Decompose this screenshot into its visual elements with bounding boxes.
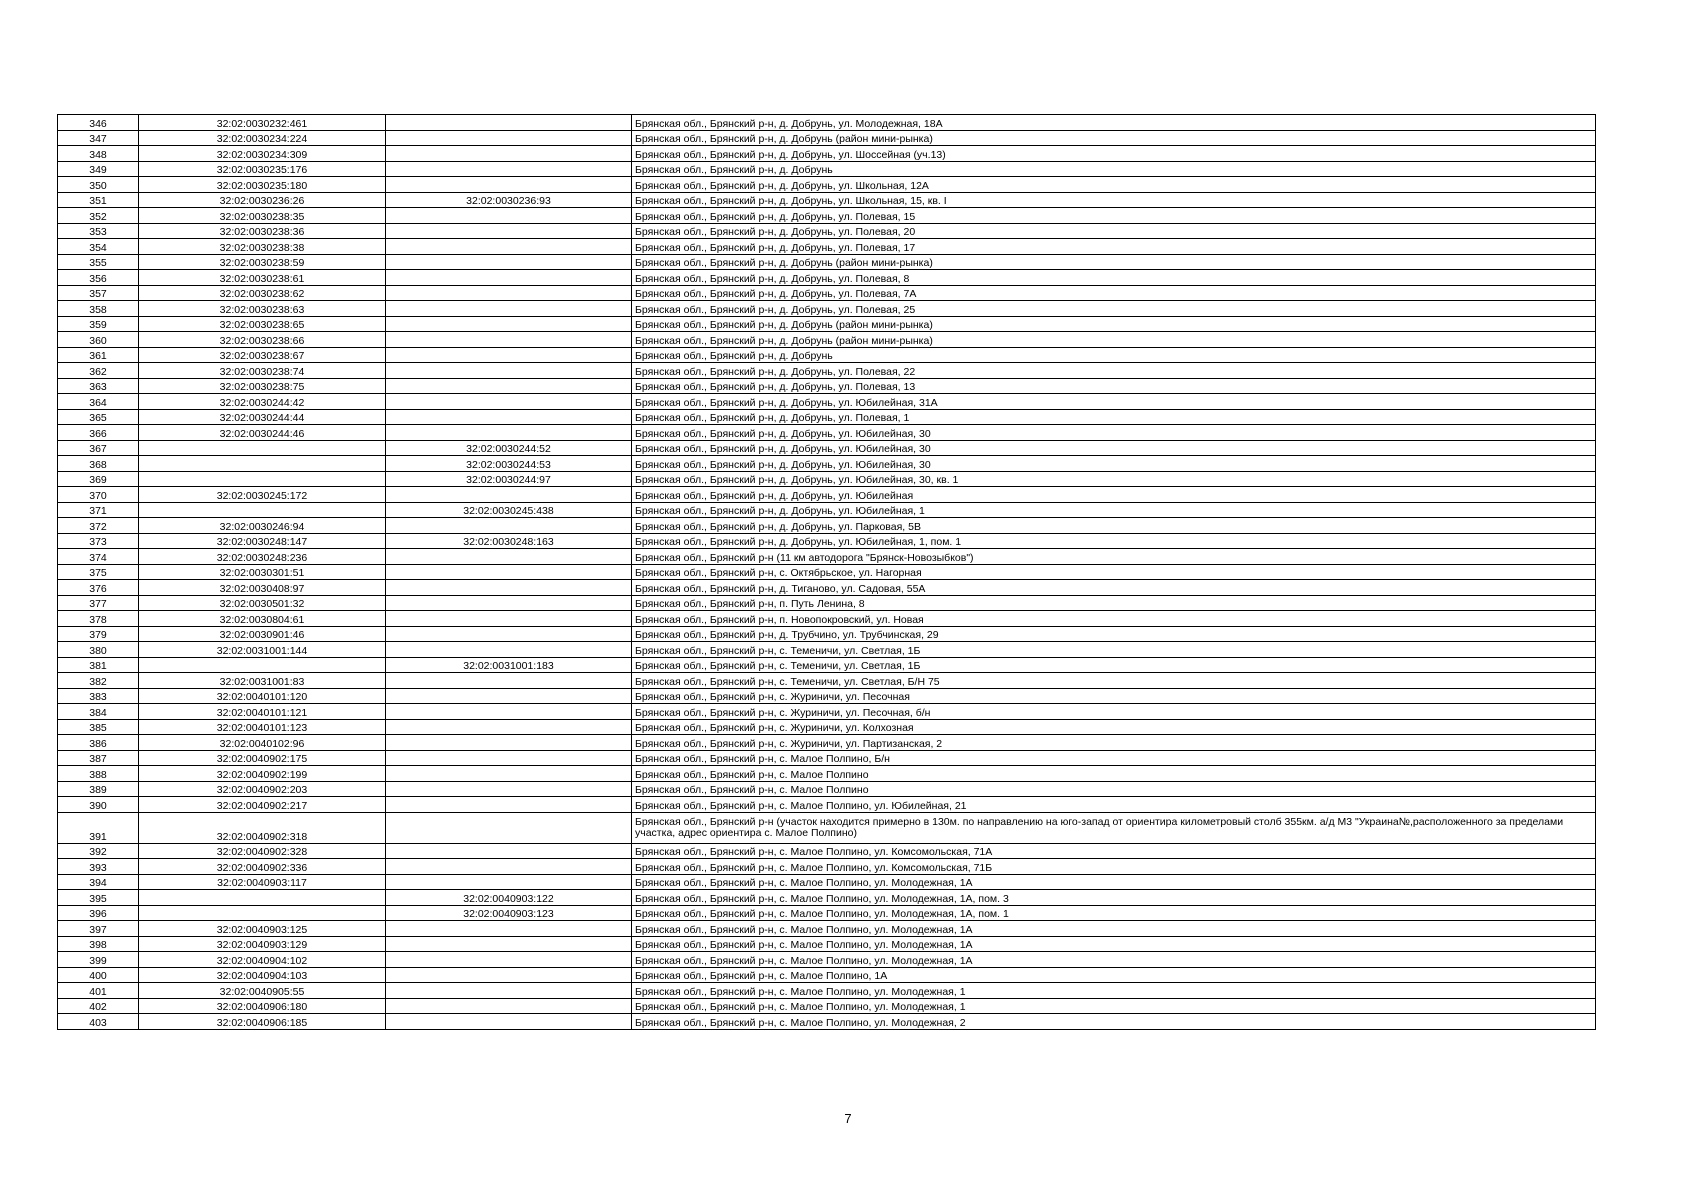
address-cell: Брянская обл., Брянский р-н, д. Добрунь, ул. Полевая, 15 [632,208,1596,224]
address-cell: Брянская обл., Брянский р-н, д. Добрунь, ул. Полевая, 8 [632,270,1596,286]
land-cadastral-number-cell: 32:02:0030238:59 [139,254,386,270]
address-cell: Брянская обл., Брянский р-н, с. Малое Полпино, ул. Молодежная, 1 [632,998,1596,1014]
address-cell: Брянская обл., Брянский р-н, с. Малое Полпино, ул. Молодежная, 1 [632,983,1596,999]
land-cadastral-number-cell [139,440,386,456]
table-row [58,952,1596,968]
table-row [58,874,1596,890]
land-cadastral-number-cell: 32:02:0040902:328 [139,843,386,859]
table-row [58,177,1596,193]
row-number-cell: 376 [58,580,139,596]
object-cadastral-number-cell [386,611,632,627]
registry-table-body [58,115,1596,1030]
address-cell: Брянская обл., Брянский р-н, д. Добрунь, ул. Полевая, 13 [632,378,1596,394]
table-row [58,998,1596,1014]
address-cell: Брянская обл., Брянский р-н, д. Добрунь [632,347,1596,363]
row-number-cell: 372 [58,518,139,534]
object-cadastral-number-cell [386,983,632,999]
address-cell: Брянская обл., Брянский р-н, с. Малое Полпино, ул. Молодежная, 2 [632,1014,1596,1030]
object-cadastral-number-cell [386,425,632,441]
row-number-cell: 362 [58,363,139,379]
object-cadastral-number-cell [386,208,632,224]
land-cadastral-number-cell: 32:02:0040906:185 [139,1014,386,1030]
row-number-cell: 382 [58,673,139,689]
address-cell: Брянская обл., Брянский р-н, д. Добрунь, ул. Юбилейная, 1 [632,502,1596,518]
address-cell: Брянская обл., Брянский р-н, с. Малое Полпино, ул. Молодежная, 1А [632,921,1596,937]
address-cell: Брянская обл., Брянский р-н (участок находится примерно в 130м. по направлению на юго-запад от ориентира километровый столб 355км. а/д М3 "Украина№,расположенного за пределами участка, адрес ориентира с. Малое Полпино) [632,812,1596,843]
address-cell: Брянская обл., Брянский р-н, с. Журиничи, ул. Песочная [632,688,1596,704]
table-row [58,115,1596,131]
table-row [58,363,1596,379]
row-number-cell: 375 [58,564,139,580]
table-row [58,797,1596,813]
address-cell: Брянская обл., Брянский р-н, с. Теменичи, ул. Светлая, Б/Н 75 [632,673,1596,689]
address-cell: Брянская обл., Брянский р-н, с. Малое Полпино, ул. Молодежная, 1А [632,874,1596,890]
land-cadastral-number-cell [139,471,386,487]
object-cadastral-number-cell [386,239,632,255]
object-cadastral-number-cell: 32:02:0030244:53 [386,456,632,472]
table-row [58,161,1596,177]
object-cadastral-number-cell: 32:02:0040903:122 [386,890,632,906]
row-number-cell: 388 [58,766,139,782]
address-cell: Брянская обл., Брянский р-н, д. Добрунь, ул. Юбилейная, 30 [632,456,1596,472]
row-number-cell: 373 [58,533,139,549]
object-cadastral-number-cell [386,967,632,983]
table-row [58,254,1596,270]
land-cadastral-number-cell: 32:02:0030248:236 [139,549,386,565]
table-row [58,688,1596,704]
land-cadastral-number-cell: 32:02:0040903:125 [139,921,386,937]
table-row [58,580,1596,596]
address-cell: Брянская обл., Брянский р-н, с. Малое Полпино, ул. Молодежная, 1А, пом. 3 [632,890,1596,906]
row-number-cell: 369 [58,471,139,487]
land-cadastral-number-cell: 32:02:0040902:336 [139,859,386,875]
object-cadastral-number-cell [386,874,632,890]
row-number-cell: 363 [58,378,139,394]
table-row [58,983,1596,999]
land-cadastral-number-cell: 32:02:0040902:175 [139,750,386,766]
address-cell: Брянская обл., Брянский р-н, с. Малое Полпино, ул. Комсомольская, 71Б [632,859,1596,875]
object-cadastral-number-cell [386,130,632,146]
land-cadastral-number-cell: 32:02:0030244:44 [139,409,386,425]
object-cadastral-number-cell [386,254,632,270]
land-cadastral-number-cell: 32:02:0040903:117 [139,874,386,890]
table-row [58,518,1596,534]
land-cadastral-number-cell: 32:02:0030238:66 [139,332,386,348]
land-cadastral-number-cell: 32:02:0030238:74 [139,363,386,379]
row-number-cell: 374 [58,549,139,565]
object-cadastral-number-cell [386,750,632,766]
table-row [58,967,1596,983]
row-number-cell: 385 [58,719,139,735]
land-cadastral-number-cell: 32:02:0030238:61 [139,270,386,286]
address-cell: Брянская обл., Брянский р-н, д. Добрунь, ул. Полевая, 25 [632,301,1596,317]
table-row [58,1014,1596,1030]
row-number-cell: 365 [58,409,139,425]
land-cadastral-number-cell [139,905,386,921]
address-cell: Брянская обл., Брянский р-н, д. Добрунь, ул. Юбилейная, 30 [632,425,1596,441]
table-row [58,533,1596,549]
address-cell: Брянская обл., Брянский р-н, с. Малое Полпино, ул. Молодежная, 1А [632,952,1596,968]
row-number-cell: 380 [58,642,139,658]
row-number-cell: 351 [58,192,139,208]
row-number-cell: 389 [58,781,139,797]
address-cell: Брянская обл., Брянский р-н, д. Добрунь, ул. Полевая, 1 [632,409,1596,425]
row-number-cell: 371 [58,502,139,518]
table-row [58,347,1596,363]
land-cadastral-number-cell: 32:02:0030234:309 [139,146,386,162]
table-row [58,843,1596,859]
land-cadastral-number-cell: 32:02:0040905:55 [139,983,386,999]
object-cadastral-number-cell [386,316,632,332]
table-row [58,440,1596,456]
object-cadastral-number-cell [386,378,632,394]
row-number-cell: 348 [58,146,139,162]
row-number-cell: 401 [58,983,139,999]
land-cadastral-number-cell [139,456,386,472]
object-cadastral-number-cell [386,704,632,720]
address-cell: Брянская обл., Брянский р-н, д. Добрунь, ул. Парковая, 5В [632,518,1596,534]
object-cadastral-number-cell: 32:02:0040903:123 [386,905,632,921]
table-row [58,487,1596,503]
address-cell: Брянская обл., Брянский р-н, с. Малое Полпино, Б/н [632,750,1596,766]
land-cadastral-number-cell: 32:02:0030232:461 [139,115,386,131]
row-number-cell: 378 [58,611,139,627]
land-cadastral-number-cell: 32:02:0030501:32 [139,595,386,611]
object-cadastral-number-cell [386,688,632,704]
address-cell: Брянская обл., Брянский р-н, д. Добрунь, ул. Молодежная, 18А [632,115,1596,131]
table-row [58,735,1596,751]
land-cadastral-number-cell: 32:02:0030235:176 [139,161,386,177]
object-cadastral-number-cell: 32:02:0030244:97 [386,471,632,487]
table-row [58,456,1596,472]
land-cadastral-number-cell: 32:02:0040902:203 [139,781,386,797]
land-cadastral-number-cell [139,502,386,518]
land-cadastral-number-cell [139,890,386,906]
row-number-cell: 346 [58,115,139,131]
land-cadastral-number-cell: 32:02:0030235:180 [139,177,386,193]
land-cadastral-number-cell: 32:02:0040101:123 [139,719,386,735]
address-cell: Брянская обл., Брянский р-н, д. Тиганово, ул. Садовая, 55А [632,580,1596,596]
table-row [58,921,1596,937]
table-row [58,270,1596,286]
address-cell: Брянская обл., Брянский р-н, д. Добрунь, ул. Полевая, 7А [632,285,1596,301]
object-cadastral-number-cell [386,161,632,177]
land-cadastral-number-cell: 32:02:0030245:172 [139,487,386,503]
row-number-cell: 357 [58,285,139,301]
object-cadastral-number-cell [386,921,632,937]
table-row [58,316,1596,332]
row-number-cell: 398 [58,936,139,952]
row-number-cell: 356 [58,270,139,286]
row-number-cell: 396 [58,905,139,921]
object-cadastral-number-cell [386,580,632,596]
row-number-cell: 386 [58,735,139,751]
table-row [58,704,1596,720]
land-cadastral-number-cell: 32:02:0040101:121 [139,704,386,720]
object-cadastral-number-cell [386,812,632,843]
object-cadastral-number-cell: 32:02:0030248:163 [386,533,632,549]
land-cadastral-number-cell: 32:02:0030901:46 [139,626,386,642]
table-row [58,471,1596,487]
object-cadastral-number-cell [386,642,632,658]
table-row [58,394,1596,410]
object-cadastral-number-cell [386,285,632,301]
table-row [58,626,1596,642]
address-cell: Брянская обл., Брянский р-н, с. Малое Полпино, ул. Молодежная, 1А [632,936,1596,952]
object-cadastral-number-cell [386,797,632,813]
row-number-cell: 394 [58,874,139,890]
object-cadastral-number-cell [386,115,632,131]
object-cadastral-number-cell [386,146,632,162]
land-cadastral-number-cell: 32:02:0031001:144 [139,642,386,658]
land-cadastral-number-cell: 32:02:0030238:63 [139,301,386,317]
table-row [58,332,1596,348]
row-number-cell: 384 [58,704,139,720]
object-cadastral-number-cell [386,549,632,565]
address-cell: Брянская обл., Брянский р-н, д. Добрунь [632,161,1596,177]
object-cadastral-number-cell [386,564,632,580]
address-cell: Брянская обл., Брянский р-н, д. Добрунь, ул. Юбилейная, 30, кв. 1 [632,471,1596,487]
address-cell: Брянская обл., Брянский р-н, д. Добрунь, ул. Школьная, 15, кв. I [632,192,1596,208]
row-number-cell: 379 [58,626,139,642]
row-number-cell: 361 [58,347,139,363]
object-cadastral-number-cell [386,859,632,875]
land-cadastral-number-cell: 32:02:0030234:224 [139,130,386,146]
address-cell: Брянская обл., Брянский р-н, с. Малое Полпино [632,766,1596,782]
land-cadastral-number-cell: 32:02:0030238:65 [139,316,386,332]
page-number: 7 [844,1111,852,1126]
table-row [58,781,1596,797]
address-cell: Брянская обл., Брянский р-н, д. Добрунь, ул. Полевая, 22 [632,363,1596,379]
table-row [58,409,1596,425]
table-row [58,657,1596,673]
address-cell: Брянская обл., Брянский р-н, д. Добрунь, ул. Полевая, 20 [632,223,1596,239]
table-row [58,285,1596,301]
land-cadastral-number-cell: 32:02:0030238:62 [139,285,386,301]
row-number-cell: 354 [58,239,139,255]
address-cell: Брянская обл., Брянский р-н, п. Путь Ленина, 8 [632,595,1596,611]
land-cadastral-number-cell: 32:02:0030238:35 [139,208,386,224]
row-number-cell: 399 [58,952,139,968]
row-number-cell: 364 [58,394,139,410]
land-cadastral-number-cell: 32:02:0040904:103 [139,967,386,983]
address-cell: Брянская обл., Брянский р-н, с. Журиничи, ул. Партизанская, 2 [632,735,1596,751]
address-cell: Брянская обл., Брянский р-н, д. Добрунь, ул. Юбилейная, 1, пом. 1 [632,533,1596,549]
land-cadastral-number-cell: 32:02:0030248:147 [139,533,386,549]
row-number-cell: 349 [58,161,139,177]
table-row [58,936,1596,952]
land-cadastral-number-cell: 32:02:0031001:83 [139,673,386,689]
row-number-cell: 400 [58,967,139,983]
object-cadastral-number-cell [386,626,632,642]
object-cadastral-number-cell [386,270,632,286]
row-number-cell: 350 [58,177,139,193]
address-cell: Брянская обл., Брянский р-н, с. Малое Полпино [632,781,1596,797]
land-cadastral-number-cell [139,657,386,673]
table-row [58,890,1596,906]
land-cadastral-number-cell: 32:02:0030238:38 [139,239,386,255]
row-number-cell: 368 [58,456,139,472]
object-cadastral-number-cell [386,766,632,782]
table-row [58,766,1596,782]
address-cell: Брянская обл., Брянский р-н, п. Новопокровский, ул. Новая [632,611,1596,627]
object-cadastral-number-cell [386,1014,632,1030]
row-number-cell: 353 [58,223,139,239]
address-cell: Брянская обл., Брянский р-н, д. Добрунь, ул. Полевая, 17 [632,239,1596,255]
address-cell: Брянская обл., Брянский р-н, д. Добрунь, ул. Шоссейная (уч.13) [632,146,1596,162]
row-number-cell: 347 [58,130,139,146]
table-row [58,642,1596,658]
address-cell: Брянская обл., Брянский р-н, с. Малое Полпино, ул. Молодежная, 1А, пом. 1 [632,905,1596,921]
object-cadastral-number-cell [386,952,632,968]
address-cell: Брянская обл., Брянский р-н, с. Малое Полпино, ул. Комсомольская, 71А [632,843,1596,859]
row-number-cell: 352 [58,208,139,224]
address-cell: Брянская обл., Брянский р-н, с. Малое Полпино, ул. Юбилейная, 21 [632,797,1596,813]
object-cadastral-number-cell [386,487,632,503]
land-cadastral-number-cell: 32:02:0030408:97 [139,580,386,596]
row-number-cell: 360 [58,332,139,348]
row-number-cell: 358 [58,301,139,317]
object-cadastral-number-cell [386,936,632,952]
row-number-cell: 387 [58,750,139,766]
table-row [58,719,1596,735]
row-number-cell: 402 [58,998,139,1014]
row-number-cell: 366 [58,425,139,441]
land-cadastral-number-cell: 32:02:0040906:180 [139,998,386,1014]
address-cell: Брянская обл., Брянский р-н, д. Добрунь, ул. Юбилейная, 31А [632,394,1596,410]
address-cell: Брянская обл., Брянский р-н, д. Добрунь (район мини-рынка) [632,254,1596,270]
object-cadastral-number-cell [386,998,632,1014]
table-row [58,564,1596,580]
row-number-cell: 359 [58,316,139,332]
address-cell: Брянская обл., Брянский р-н, д. Добрунь (район мини-рынка) [632,332,1596,348]
object-cadastral-number-cell [386,843,632,859]
land-cadastral-number-cell: 32:02:0030238:75 [139,378,386,394]
object-cadastral-number-cell: 32:02:0030244:52 [386,440,632,456]
table-row [58,859,1596,875]
object-cadastral-number-cell [386,595,632,611]
land-cadastral-number-cell: 32:02:0040904:102 [139,952,386,968]
row-number-cell: 370 [58,487,139,503]
object-cadastral-number-cell [386,347,632,363]
land-cadastral-number-cell: 32:02:0040902:199 [139,766,386,782]
address-cell: Брянская обл., Брянский р-н, с. Октябрьское, ул. Нагорная [632,564,1596,580]
table-row [58,192,1596,208]
row-number-cell: 392 [58,843,139,859]
object-cadastral-number-cell [386,394,632,410]
object-cadastral-number-cell [386,301,632,317]
object-cadastral-number-cell [386,518,632,534]
registry-table [57,114,1596,1030]
row-number-cell: 395 [58,890,139,906]
row-number-cell: 377 [58,595,139,611]
land-cadastral-number-cell: 32:02:0030236:26 [139,192,386,208]
row-number-cell: 355 [58,254,139,270]
table-row [58,812,1596,843]
address-cell: Брянская обл., Брянский р-н, д. Добрунь, ул. Юбилейная, 30 [632,440,1596,456]
object-cadastral-number-cell [386,223,632,239]
address-cell: Брянская обл., Брянский р-н, д. Добрунь, ул. Школьная, 12А [632,177,1596,193]
object-cadastral-number-cell [386,409,632,425]
row-number-cell: 397 [58,921,139,937]
address-cell: Брянская обл., Брянский р-н, с. Журиничи, ул. Песочная, б/н [632,704,1596,720]
table-row [58,130,1596,146]
address-cell: Брянская обл., Брянский р-н, д. Добрунь (район мини-рынка) [632,316,1596,332]
address-cell: Брянская обл., Брянский р-н (11 км автодорога "Брянск-Новозыбков") [632,549,1596,565]
object-cadastral-number-cell [386,735,632,751]
table-row [58,301,1596,317]
object-cadastral-number-cell: 32:02:0030236:93 [386,192,632,208]
object-cadastral-number-cell: 32:02:0031001:183 [386,657,632,673]
table-row [58,673,1596,689]
table-row [58,750,1596,766]
land-cadastral-number-cell: 32:02:0040102:96 [139,735,386,751]
table-row [58,208,1596,224]
table-row [58,595,1596,611]
object-cadastral-number-cell [386,332,632,348]
address-cell: Брянская обл., Брянский р-н, с. Малое Полпино, 1А [632,967,1596,983]
land-cadastral-number-cell: 32:02:0030301:51 [139,564,386,580]
land-cadastral-number-cell: 32:02:0030804:61 [139,611,386,627]
table-row [58,378,1596,394]
row-number-cell: 390 [58,797,139,813]
table-row [58,611,1596,627]
land-cadastral-number-cell: 32:02:0030244:42 [139,394,386,410]
address-cell: Брянская обл., Брянский р-н, с. Журиничи, ул. Колхозная [632,719,1596,735]
row-number-cell: 403 [58,1014,139,1030]
address-cell: Брянская обл., Брянский р-н, д. Добрунь, ул. Юбилейная [632,487,1596,503]
address-cell: Брянская обл., Брянский р-н, д. Трубчино, ул. Трубчинская, 29 [632,626,1596,642]
land-cadastral-number-cell: 32:02:0040101:120 [139,688,386,704]
row-number-cell: 367 [58,440,139,456]
land-cadastral-number-cell: 32:02:0030244:46 [139,425,386,441]
land-cadastral-number-cell: 32:02:0030238:67 [139,347,386,363]
object-cadastral-number-cell [386,719,632,735]
object-cadastral-number-cell [386,363,632,379]
land-cadastral-number-cell: 32:02:0040902:217 [139,797,386,813]
row-number-cell: 393 [58,859,139,875]
table-row [58,146,1596,162]
table-row [58,502,1596,518]
row-number-cell: 391 [58,812,139,843]
object-cadastral-number-cell [386,781,632,797]
address-cell: Брянская обл., Брянский р-н, д. Добрунь (район мини-рынка) [632,130,1596,146]
object-cadastral-number-cell: 32:02:0030245:438 [386,502,632,518]
land-cadastral-number-cell: 32:02:0030246:94 [139,518,386,534]
address-cell: Брянская обл., Брянский р-н, с. Теменичи, ул. Светлая, 1Б [632,642,1596,658]
table-row [58,223,1596,239]
land-cadastral-number-cell: 32:02:0030238:36 [139,223,386,239]
object-cadastral-number-cell [386,177,632,193]
table-row [58,239,1596,255]
table-row [58,549,1596,565]
row-number-cell: 383 [58,688,139,704]
object-cadastral-number-cell [386,673,632,689]
table-row [58,425,1596,441]
address-cell: Брянская обл., Брянский р-н, с. Теменичи, ул. Светлая, 1Б [632,657,1596,673]
row-number-cell: 381 [58,657,139,673]
land-cadastral-number-cell: 32:02:0040902:318 [139,812,386,843]
table-row [58,905,1596,921]
land-cadastral-number-cell: 32:02:0040903:129 [139,936,386,952]
